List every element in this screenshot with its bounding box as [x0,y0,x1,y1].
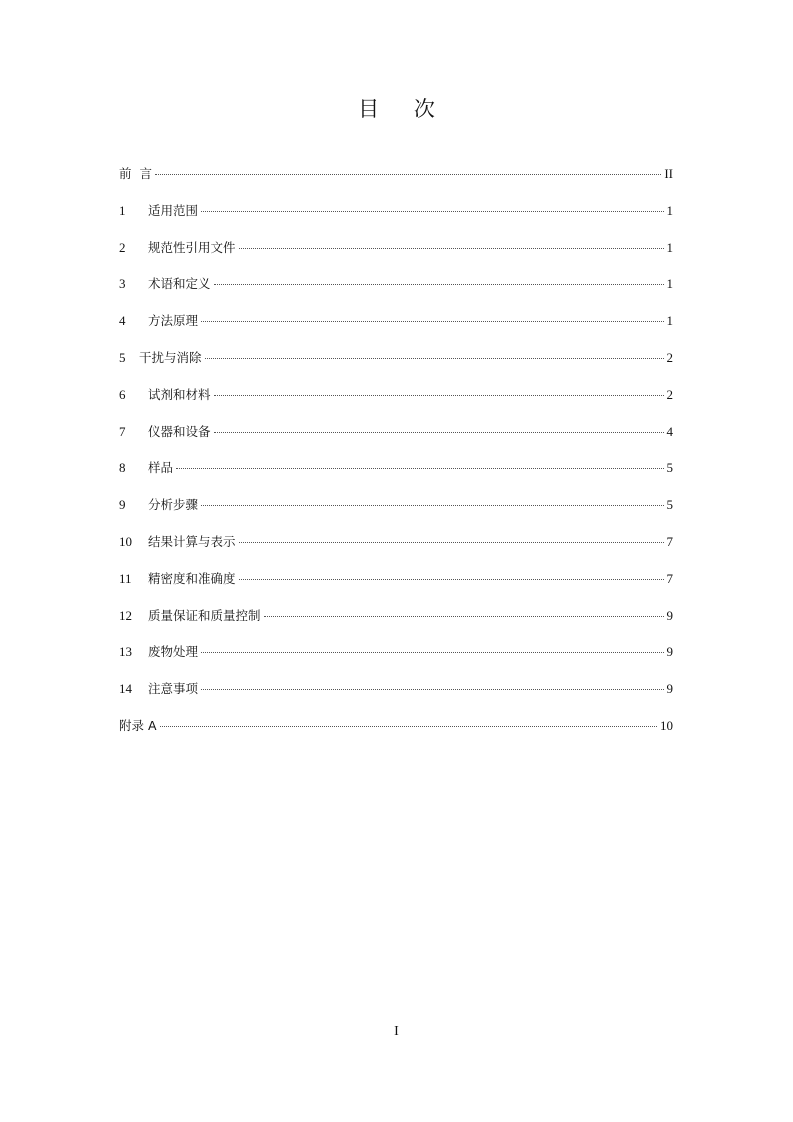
toc-entry[interactable] [119,606,673,643]
toc-entry-number: 11 [119,570,132,586]
toc-entry-page: 7 [666,533,673,549]
toc-entry-number: 3 [119,276,126,292]
toc-entry[interactable] [119,458,673,495]
toc-entry-title: 前 言 [119,166,152,181]
toc-entry-number: 14 [119,681,132,697]
toc-entry-number: 2 [119,239,126,255]
toc-entry-number: 4 [119,313,126,329]
toc-entry[interactable] [119,201,673,238]
toc-entry[interactable] [119,716,673,753]
dot-leader [176,468,663,469]
toc-entry-page: 1 [666,313,673,329]
toc-entry-page: II [664,166,673,181]
toc-entry-page: 9 [666,644,673,660]
dot-leader [201,689,663,690]
dot-leader [205,358,664,359]
toc-entry-title: 术语和定义 [148,276,211,292]
toc-entry-title: 结果计算与表示 [148,533,236,549]
dot-leader [214,395,664,396]
toc-entry-title: 方法原理 [148,313,199,329]
toc-entry-title: 干扰与消除 [139,349,202,365]
toc-entry[interactable] [119,164,673,201]
toc-entry-page: 5 [666,497,673,513]
toc-entry[interactable] [119,495,673,532]
dot-leader [264,616,664,617]
toc-entry-title: 分析步骤 [148,497,199,513]
toc-entry[interactable] [119,532,673,569]
dot-leader [155,174,661,175]
toc-entry-number: 8 [119,460,126,476]
dot-leader [214,432,664,433]
dot-leader [201,505,663,506]
toc-entry[interactable] [119,569,673,606]
dot-leader [201,211,663,212]
toc-entry-number: 13 [119,644,132,660]
toc-entry-number: 5 [119,349,126,365]
toc-entry-number: 7 [119,423,126,439]
dot-leader [239,248,664,249]
toc-entry-page: 9 [666,681,673,697]
toc-entry-page: 9 [666,607,673,623]
toc-entry[interactable] [119,311,673,348]
table-of-contents [119,164,673,753]
toc-entry-title: 仪器和设备 [148,423,211,439]
toc-entry-title: 废物处理 [148,644,199,660]
toc-entry[interactable] [119,238,673,275]
toc-entry[interactable] [119,385,673,422]
toc-entry-page: 10 [660,717,673,733]
page-number: I [394,1024,399,1039]
toc-entry-number: 1 [119,202,126,218]
toc-entry-title: 适用范围 [148,202,199,218]
toc-entry[interactable] [119,679,673,716]
toc-entry[interactable] [119,422,673,459]
page-title: 目 次 [358,97,449,121]
toc-entry-page: 2 [666,386,673,402]
toc-entry-number: 10 [119,533,132,549]
toc-entry-title: 注意事项 [148,681,199,697]
dot-leader [239,542,664,543]
toc-entry-number: 9 [119,497,126,513]
dot-leader [201,321,663,322]
toc-entry[interactable] [119,274,673,311]
toc-entry-title: 精密度和准确度 [148,570,236,586]
toc-entry-page: 4 [666,423,673,439]
toc-entry-page: 5 [666,460,673,476]
toc-entry-title: 质量保证和质量控制 [148,607,261,623]
toc-entry-number: 6 [119,386,126,402]
toc-entry[interactable] [119,642,673,679]
toc-entry-title: 样品 [148,460,174,476]
dot-leader [160,726,657,727]
toc-entry-title: 试剂和材料 [148,386,211,402]
toc-entry-number: 12 [119,607,132,623]
toc-entry-page: 2 [666,349,673,365]
dot-leader [201,652,663,653]
toc-entry[interactable] [119,348,673,385]
toc-entry-title: 附录 A [119,717,157,733]
toc-entry-title: 规范性引用文件 [148,239,236,255]
dot-leader [239,579,664,580]
toc-entry-page: 7 [666,570,673,586]
toc-entry-page: 1 [666,202,673,218]
toc-entry-page: 1 [666,276,673,292]
dot-leader [214,284,664,285]
toc-entry-page: 1 [666,239,673,255]
